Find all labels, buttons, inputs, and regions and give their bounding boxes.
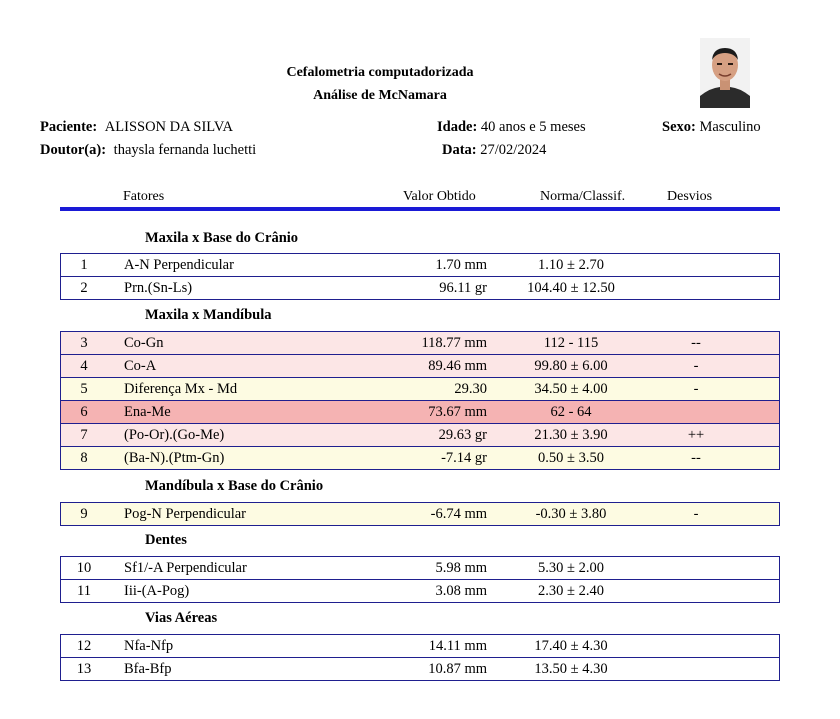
section-title: Vias Aéreas xyxy=(145,610,218,626)
row-deviation: -- xyxy=(691,450,701,466)
row-norm: 34.50 ± 4.00 xyxy=(534,381,608,397)
report-subtitle: Análise de McNamara xyxy=(313,88,447,103)
age-label: Idade: xyxy=(437,119,478,135)
table-row xyxy=(60,331,780,354)
row-value: 96.11 gr xyxy=(439,280,487,296)
row-value: 29.63 gr xyxy=(438,427,487,443)
age-value: 40 anos e 5 meses xyxy=(480,119,586,135)
row-norm: 104.40 ± 12.50 xyxy=(527,280,615,296)
section-title: Dentes xyxy=(145,532,187,548)
row-value: 73.67 mm xyxy=(428,404,487,420)
row-number: 5 xyxy=(80,381,88,397)
column-header-factors: Fatores xyxy=(123,189,165,204)
table-row xyxy=(60,253,780,276)
row-value: 10.87 mm xyxy=(428,661,487,677)
row-factor: Co-Gn xyxy=(124,335,164,351)
column-header-value: Valor Obtido xyxy=(403,189,476,204)
row-norm: -0.30 ± 3.80 xyxy=(535,506,607,522)
table-row xyxy=(60,400,780,423)
patient-photo xyxy=(700,38,750,108)
row-norm: 112 - 115 xyxy=(543,335,599,351)
table-row xyxy=(60,446,780,470)
table-row xyxy=(60,634,780,657)
row-number: 7 xyxy=(80,427,88,443)
row-factor: Nfa-Nfp xyxy=(124,638,174,654)
row-value: 29.30 xyxy=(454,381,487,397)
table-row xyxy=(60,423,780,446)
table-row xyxy=(60,354,780,377)
row-norm: 13.50 ± 4.30 xyxy=(534,661,608,677)
table-row xyxy=(60,657,780,681)
row-value: 3.08 mm xyxy=(435,583,487,599)
sex-label: Sexo: xyxy=(662,119,696,135)
row-norm: 17.40 ± 4.30 xyxy=(534,638,608,654)
row-factor: (Po-Or).(Go-Me) xyxy=(124,427,225,443)
row-norm: 1.10 ± 2.70 xyxy=(538,257,604,273)
row-norm: 21.30 ± 3.90 xyxy=(534,427,608,443)
row-deviation: -- xyxy=(691,335,701,351)
section-title: Mandíbula x Base do Crânio xyxy=(145,478,324,494)
table-row xyxy=(60,579,780,603)
row-number: 9 xyxy=(80,506,88,522)
row-number: 13 xyxy=(76,661,92,677)
row-number: 6 xyxy=(80,404,88,420)
date-value: 27/02/2024 xyxy=(480,142,547,158)
report-title: Cefalometria computadorizada xyxy=(286,65,474,80)
patient-label: Paciente: xyxy=(40,119,98,135)
row-number: 2 xyxy=(80,280,88,296)
row-factor: Sf1/-A Perpendicular xyxy=(124,560,247,576)
row-norm: 99.80 ± 6.00 xyxy=(534,358,608,374)
column-header-deviation: Desvios xyxy=(667,189,713,204)
row-deviation: - xyxy=(693,358,699,374)
column-header-norm: Norma/Classif. xyxy=(540,189,626,204)
doctor-field xyxy=(40,142,256,159)
patient-photo-image xyxy=(700,38,750,108)
doctor-label: Doutor(a): xyxy=(40,142,107,158)
row-value: -6.74 mm xyxy=(430,506,487,522)
row-norm: 5.30 ± 2.00 xyxy=(538,560,604,576)
row-factor: Prn.(Sn-Ls) xyxy=(124,280,193,296)
row-norm: 0.50 ± 3.50 xyxy=(538,450,604,466)
row-factor: Pog-N Perpendicular xyxy=(124,506,247,522)
row-factor: Iii-(A-Pog) xyxy=(124,583,190,599)
date-field xyxy=(442,142,546,159)
table-row xyxy=(60,556,780,579)
row-number: 8 xyxy=(80,450,88,466)
row-deviation: ++ xyxy=(687,427,705,443)
patient-field xyxy=(40,119,233,136)
row-factor: A-N Perpendicular xyxy=(124,257,234,273)
row-number: 3 xyxy=(80,335,88,351)
sex-value: Masculino xyxy=(699,119,761,135)
section-title: Maxila x Base do Crânio xyxy=(145,230,299,246)
row-value: 1.70 mm xyxy=(435,257,487,273)
row-number: 4 xyxy=(80,358,88,374)
row-value: 118.77 mm xyxy=(421,335,487,351)
row-value: -7.14 gr xyxy=(441,450,487,466)
row-value: 5.98 mm xyxy=(435,560,487,576)
row-factor: Diferença Mx - Md xyxy=(124,381,238,397)
row-value: 89.46 mm xyxy=(428,358,487,374)
sex-field xyxy=(662,119,761,136)
row-deviation: - xyxy=(693,506,699,522)
row-value: 14.11 mm xyxy=(428,638,487,654)
row-number: 12 xyxy=(76,638,92,654)
row-factor: Co-A xyxy=(124,358,157,374)
table-row xyxy=(60,502,780,526)
row-factor: Bfa-Bfp xyxy=(124,661,172,677)
row-norm: 2.30 ± 2.40 xyxy=(538,583,604,599)
row-factor: (Ba-N).(Ptm-Gn) xyxy=(124,450,225,466)
doctor-name: thaysla fernanda luchetti xyxy=(113,142,257,158)
row-norm: 62 - 64 xyxy=(550,404,592,420)
row-number: 1 xyxy=(80,257,88,273)
age-field xyxy=(437,119,586,136)
section-title: Maxila x Mandíbula xyxy=(145,307,272,323)
row-factor: Ena-Me xyxy=(124,404,171,420)
table-row xyxy=(60,377,780,400)
row-number: 10 xyxy=(76,560,92,576)
date-label: Data: xyxy=(442,142,477,158)
patient-name: ALISSON DA SILVA xyxy=(104,119,233,135)
header-rule xyxy=(60,207,780,211)
row-deviation: - xyxy=(693,381,699,397)
table-row xyxy=(60,276,780,300)
row-number: 11 xyxy=(77,583,91,599)
